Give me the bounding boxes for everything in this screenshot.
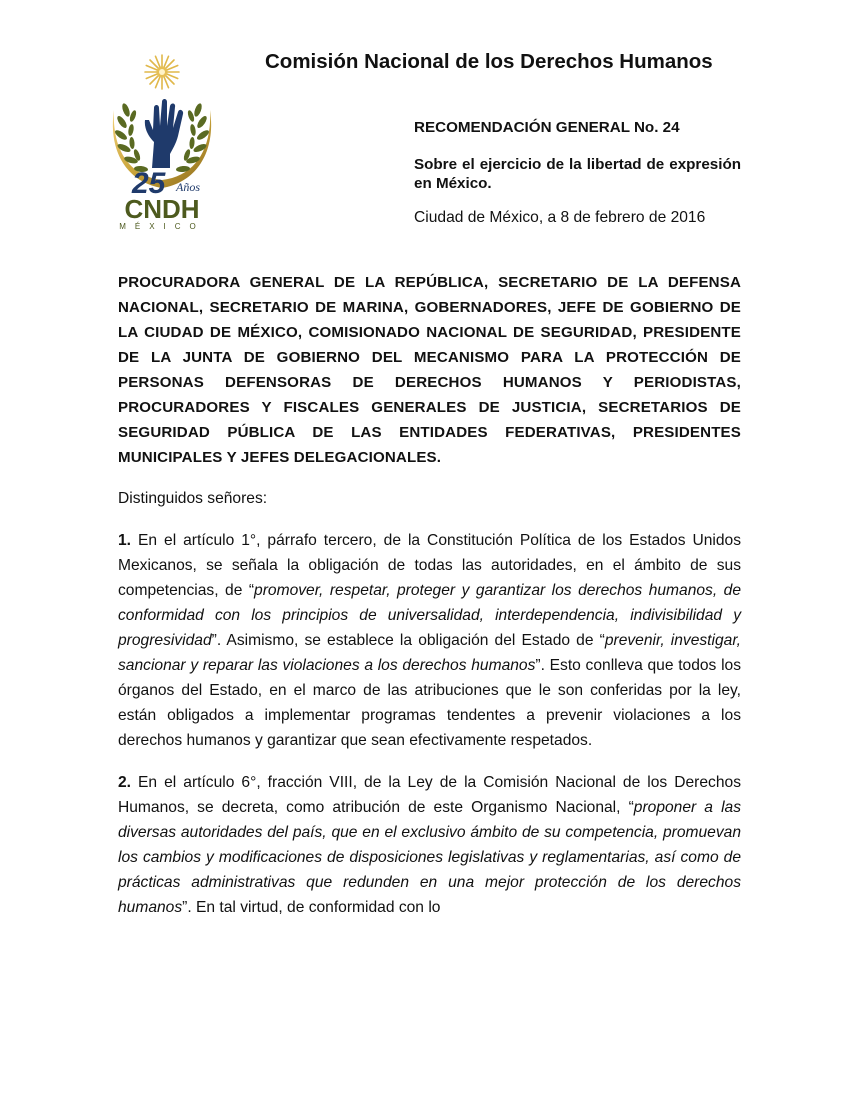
paragraph-text: ”. Esto conlleva que todos los órganos del Estado, en el marco de las atribuciones que le son conferidas por la ley, están obligados a implementar programas tendentes a prevenir violaciones a los derechos humanos y garantizar que sean efectivamente respetados. [118, 657, 742, 749]
salutation: Distinguidos señores: [118, 490, 268, 507]
paragraph-text: En el artículo 6°, fracción VIII, de la Ley de la Comisión Nacional de los Derechos Humanos, se decreta, como atribución de este Organismo Nacional, “ [118, 774, 741, 816]
recommendation-subject: Sobre el ejercicio de la libertad de expresión en México. [414, 156, 741, 192]
paragraph-2 [118, 770, 741, 920]
paragraph-text: En el artículo 1°, párrafo tercero, de la Constitución Política de los Estados Unidos Mexicanos, se señala la obligación de todas las autoridades, en el ámbito de sus competencias, de “ [118, 532, 741, 599]
paragraph-number: 1. [118, 532, 132, 549]
paragraph-1 [118, 528, 741, 753]
quote-text: promover, respetar, proteger y garantizar los derechos humanos, de conformidad con los principios de universalidad, interdependencia, indivisibilidad y progresividad [118, 582, 741, 649]
paragraph-text: ”. En tal virtud, de conformidad con lo [182, 899, 441, 916]
logo-country: MÉXICO [119, 222, 205, 230]
recommendation-date: Ciudad de México, a 8 de febrero de 2016 [414, 209, 706, 226]
laurel-left-icon [114, 102, 149, 172]
quote-text: prevenir, investigar, sancionar y reparar las violaciones a los derechos humanos [118, 632, 741, 674]
raised-hand-icon [145, 99, 183, 168]
recommendation-header [414, 118, 741, 228]
logo-acronym: CNDH [124, 194, 200, 224]
sun-icon [145, 55, 179, 89]
document-body [118, 270, 741, 920]
paragraph-text: ”. Asimismo, se establece la obligación del Estado de “ [211, 632, 605, 649]
recommendation-number: RECOMENDACIÓN GENERAL No. 24 [414, 119, 680, 136]
paragraph-number: 2. [118, 774, 132, 791]
organization-title: Comisión Nacional de los Derechos Humanos [265, 50, 713, 73]
cndh-logo [104, 50, 224, 230]
logo-anniversary-number: 25 [132, 167, 166, 200]
addressees: PROCURADORA GENERAL DE LA REPÚBLICA, SECRETARIO DE LA DEFENSA NACIONAL, SECRETARIO DE MARINA, GOBERNADORES, JEFE DE GOBIERNO DE LA CIUDAD DE MÉXICO, COMISIONADO NACIONAL DE SEGURIDAD, PRESIDENTE DE LA JUNTA DE GOBIERNO DEL MECANISMO PARA LA PROTECCIÓN DE PERSONAS DEFENSORAS DE DERECHOS HUMANOS Y PERIODISTAS, PROCURADORES Y FISCALES GENERALES DE JUSTICIA, SECRETARIOS DE SEGURIDAD PÚBLICA DE LAS ENTIDADES FEDERATIVAS, PRESIDENTES MUNICIPALES Y JEFES DELEGACIONALES. [118, 274, 741, 466]
logo-anniversary-word: Años [176, 180, 200, 194]
cndh-25-anos-emblem-icon [104, 50, 224, 230]
quote-text: proponer a las diversas autoridades del país, que en el exclusivo ámbito de su competencia, promuevan los cambios y modificaciones de disposiciones legislativas y reglamentarias, así como de prácticas administrativas que redunden en una mejor protección de los derechos humanos [118, 799, 741, 916]
